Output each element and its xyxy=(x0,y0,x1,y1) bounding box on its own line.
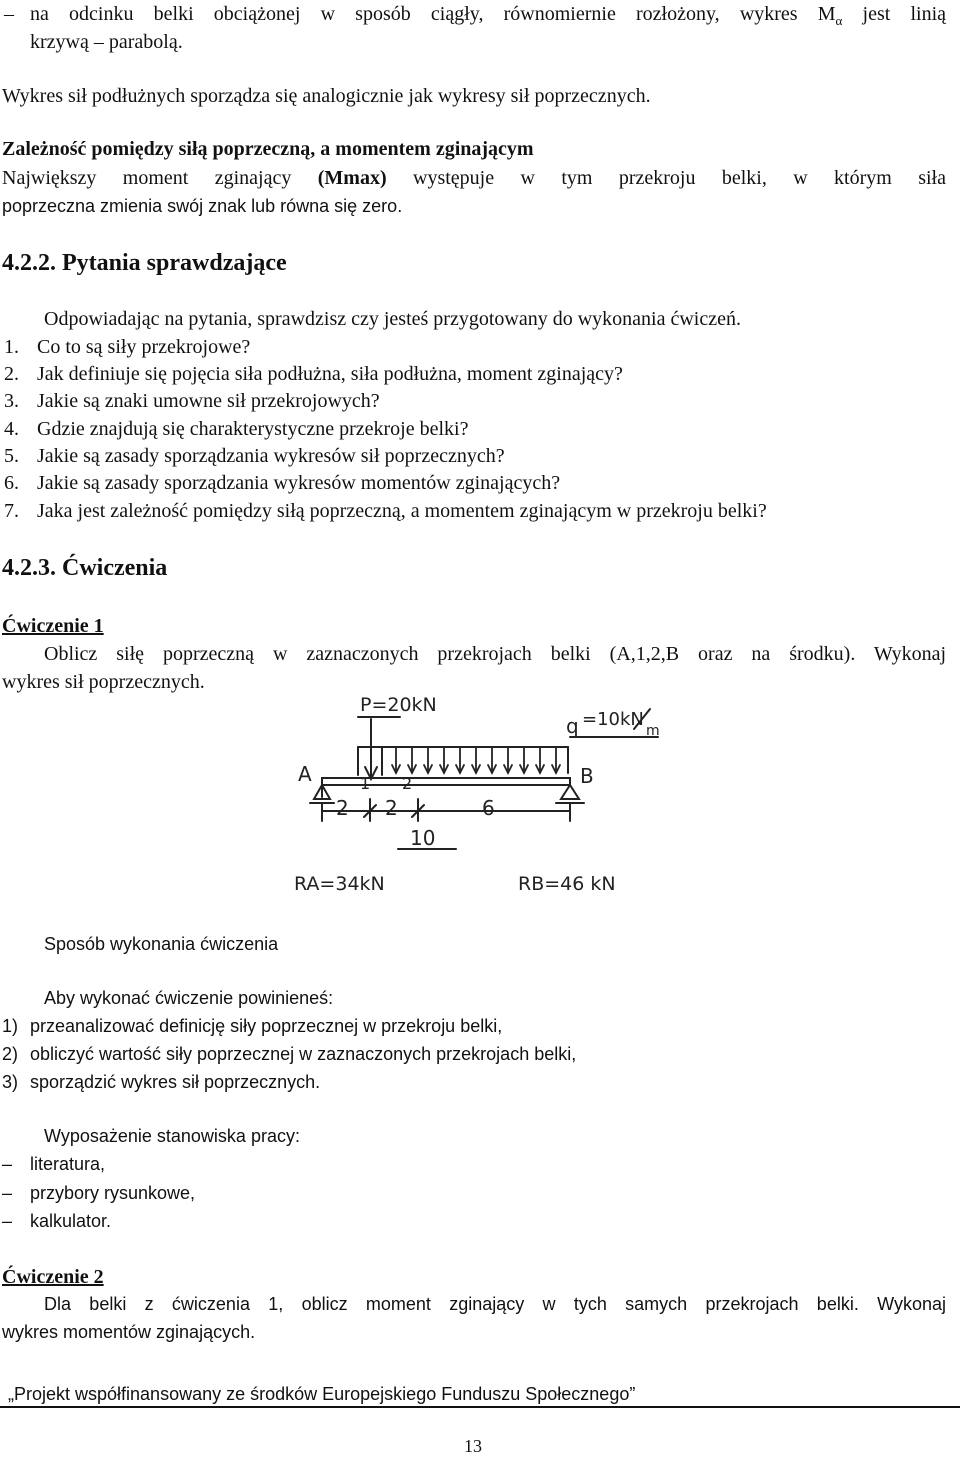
question-text: Jakie są znaki umowne sił przekrojowych? xyxy=(37,390,380,412)
question-num: 2. xyxy=(4,363,19,385)
dimension-3: 6 xyxy=(482,796,495,820)
dimension-1: 2 xyxy=(336,796,349,820)
distributed-load-label xyxy=(566,709,660,739)
section-1-label: 1 xyxy=(360,774,371,793)
equipment-title: Wyposażenie stanowiska pracy: xyxy=(44,1126,300,1146)
method-step-text: sporządzić wykres sił poprzecznych. xyxy=(30,1072,321,1092)
question-num: 1. xyxy=(4,336,19,358)
bullet-line-1: na odcinku belki obciążonej w sposób ciągły, równomiernie rozłożony, wykres $M_\alpha$ jest linią xyxy=(30,3,947,28)
bullet-line-2: krzywą – parabolą. xyxy=(30,31,183,53)
dimension-total: 10 xyxy=(410,826,436,850)
method-step-num: 2) xyxy=(2,1044,19,1064)
reaction-b-label: RB=46 kN xyxy=(518,873,616,895)
beam-diagram xyxy=(270,685,670,900)
question-text: Jaka jest zależność pomiędzy siłą poprzeczną, a momentem zginającym w przekroju belki? xyxy=(37,500,767,522)
method-step-num: 3) xyxy=(2,1072,19,1092)
svg-text:q: q xyxy=(566,714,579,738)
questions-heading: 4.2.2. Pytania sprawdzające xyxy=(2,250,287,276)
support-a xyxy=(310,785,334,803)
bullet-dash: – xyxy=(4,3,14,25)
footer-text: „Projekt współfinansowany ze środków Europejskiego Funduszu Społecznego” xyxy=(8,1384,636,1404)
method-step-num: 1) xyxy=(2,1016,19,1036)
question-num: 7. xyxy=(4,500,19,522)
question-text: Jak definiuje się pojęcia siła podłużna, siła podłużna, moment zginający? xyxy=(37,363,623,385)
equipment-dash: – xyxy=(2,1183,13,1203)
exercise-2-title: Ćwiczenie 2 xyxy=(2,1266,104,1288)
question-text: Jakie są zasady sporządzania wykresów sił poprzecznych? xyxy=(37,445,505,467)
paragraph-longitudinal: Wykres sił podłużnych sporządza się analogicznie jak wykresy sił poprzecznych. xyxy=(2,85,651,107)
force-label: P=20kN xyxy=(360,694,437,716)
question-num: 4. xyxy=(4,418,19,440)
relation-line-2: poprzeczna zmienia swój znak lub równa się zero. xyxy=(2,196,403,216)
question-text: Co to są siły przekrojowe? xyxy=(37,336,251,358)
exercise-2-line-2: wykres momentów zginających. xyxy=(2,1322,256,1342)
equipment-item: przybory rysunkowe, xyxy=(30,1183,196,1203)
exercises-heading: 4.2.3. Ćwiczenia xyxy=(2,555,168,581)
support-a-label: A xyxy=(298,762,312,786)
equipment-item: literatura, xyxy=(30,1154,106,1174)
exercise-1-title: Ćwiczenie 1 xyxy=(2,615,104,637)
question-num: 6. xyxy=(4,472,19,494)
question-num: 3. xyxy=(4,390,19,412)
dimension-line xyxy=(322,799,570,821)
question-num: 5. xyxy=(4,445,19,467)
exercise-1-line-2: wykres sił poprzecznych. xyxy=(2,671,205,693)
support-b-label: B xyxy=(580,764,594,788)
equipment-dash: – xyxy=(2,1211,13,1231)
relation-line-1: Największy moment zginający (Mmax) występuje w tym przekroju belki, w którym siła xyxy=(2,167,946,189)
equipment-dash: – xyxy=(2,1154,13,1174)
page-number: 13 xyxy=(464,1436,482,1456)
question-text: Gdzie znajdują się charakterystyczne przekroje belki? xyxy=(37,418,469,440)
method-title: Sposób wykonania ćwiczenia xyxy=(44,934,279,954)
svg-text:m: m xyxy=(646,723,660,739)
equipment-item: kalkulator. xyxy=(30,1211,112,1231)
method-step-text: przeanalizować definicję siły poprzecznej w przekroju belki, xyxy=(30,1016,503,1036)
method-intro: Aby wykonać ćwiczenie powinieneś: xyxy=(44,988,334,1008)
relation-heading: Zależność pomiędzy siłą poprzeczną, a momentem zginającym xyxy=(2,138,534,160)
method-step-text: obliczyć wartość siły poprzecznej w zaznaczonych przekrojach belki, xyxy=(30,1044,577,1064)
reaction-a-label: RA=34kN xyxy=(294,873,385,895)
svg-text:=10kN: =10kN xyxy=(582,709,644,730)
exercise-1-line-1: Oblicz siłę poprzeczną w zaznaczonych przekrojach belki (A,1,2,B oraz na środku). Wykonaj xyxy=(44,643,946,665)
questions-intro: Odpowiadając na pytania, sprawdzisz czy jesteś przygotowany do wykonania ćwiczeń. xyxy=(44,308,741,330)
question-text: Jakie są zasady sporządzania wykresów momentów zginających? xyxy=(37,472,561,494)
dimension-2: 2 xyxy=(385,796,398,820)
section-2-label: 2 xyxy=(402,774,413,793)
footer-rule xyxy=(0,1406,960,1408)
exercise-2-line-1: Dla belki z ćwiczenia 1, oblicz moment zginający w tych samych przekrojach belki. Wykonaj xyxy=(44,1294,946,1314)
distributed-load xyxy=(358,747,568,775)
